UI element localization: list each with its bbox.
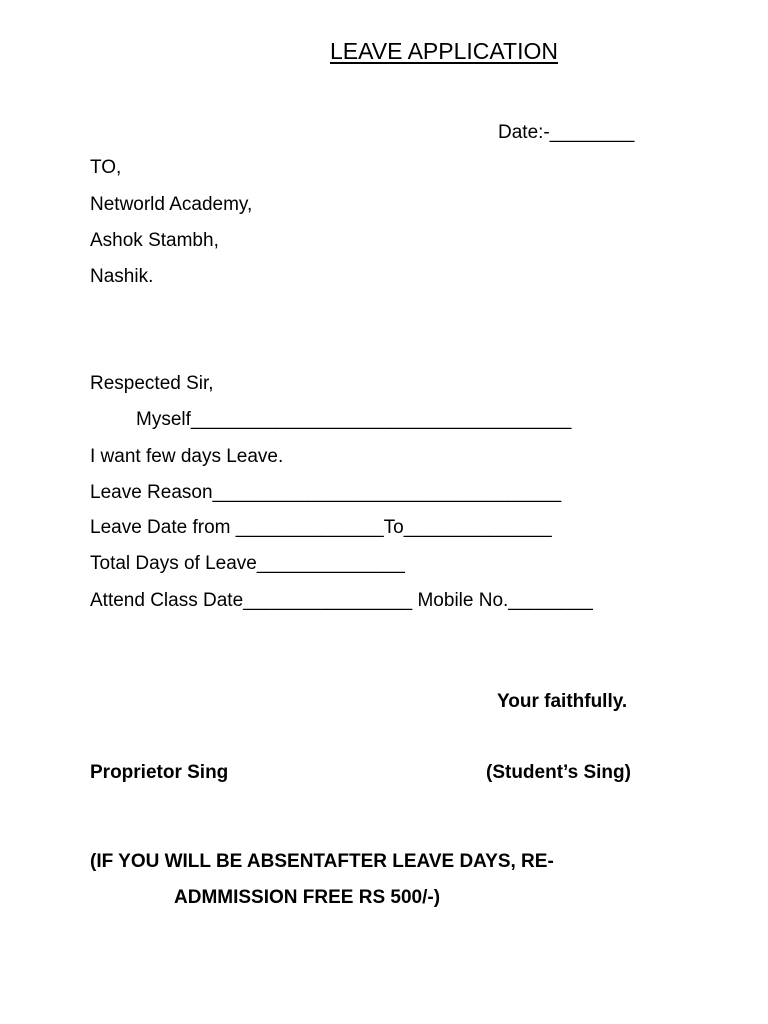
- salutation: Respected Sir,: [90, 373, 214, 394]
- student-sign-label: (Student’s Sing): [486, 762, 631, 783]
- valediction: Your faithfully.: [497, 691, 628, 712]
- note-line-2: ADMMISSION FREE RS 500/-): [174, 887, 441, 908]
- address-line-3: Nashik.: [90, 266, 154, 287]
- date-line: Date:-________: [498, 122, 635, 143]
- address-line-2: Ashok Stambh,: [90, 230, 219, 251]
- address-to: TO,: [90, 157, 122, 178]
- address-line-1: Networld Academy,: [90, 194, 253, 215]
- document-title: LEAVE APPLICATION: [330, 38, 558, 64]
- proprietor-sign-label: Proprietor Sing: [90, 762, 229, 783]
- myself-line: Myself____________________________________: [136, 409, 572, 430]
- total-days-line: Total Days of Leave______________: [90, 553, 405, 574]
- attend-mobile-line: Attend Class Date________________ Mobile No.________: [90, 590, 593, 611]
- leave-reason-line: Leave Reason_________________________________: [90, 482, 562, 503]
- note-line-1: (IF YOU WILL BE ABSENTAFTER LEAVE DAYS, RE-: [90, 851, 554, 872]
- leave-dates-line: Leave Date from ______________To______________: [90, 517, 552, 538]
- request-line: I want few days Leave.: [90, 446, 284, 467]
